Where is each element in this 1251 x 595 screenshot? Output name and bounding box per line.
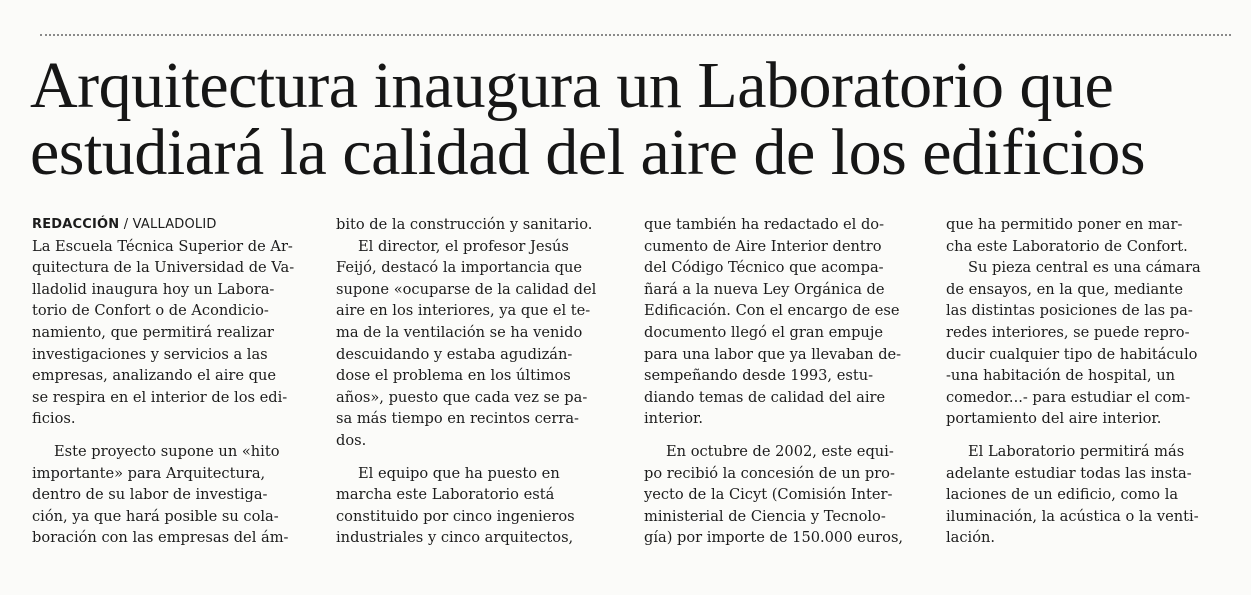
paragraph-col1-1: La Escuela Técnica Superior de Ar- quitectura de la Universidad de Va- lladolid inaugura hoy un Labora- torio de Confort o de Acondicio- namiento, que permitirá realizar investigaciones y servicios a las empresas, analizando el aire que se respira en el interior de los edi- ficios. <box>32 237 295 428</box>
column-1 <box>32 214 308 549</box>
headline <box>30 49 1245 189</box>
paragraph-col2-2: El director, el profesor Jesús Feijó, destacó la importancia que supone «ocuparse de la calidad del aire en los interiores, ya que el te- ma de la ventilación se ha venido descuidando y estaba agudizán- dose el problema en los últimos años», puesto que cada vez se pa- sa más tiempo en recintos cerra- dos. <box>336 237 597 449</box>
byline <box>32 214 308 236</box>
paragraph-col4-3: El Laboratorio permitirá más adelante estudiar todas las insta- laciones de un edificio, como la iluminación, la acústica o la venti- lación. <box>946 442 1199 547</box>
paragraph-col1-2: Este proyecto supone un «hito importante» para Arquitectura, dentro de su labor de investiga- ción, ya que hará posible su cola- boración con las empresas del ám- <box>32 442 289 547</box>
headline-line-2: estudiará la calidad del aire de los edificios <box>30 116 1146 189</box>
byline-separator: / <box>119 217 133 232</box>
paragraph-col3-1: que también ha redactado el do- cumento de Aire Interior dentro del Código Técnico que acompa- ñará a la nueva Ley Orgánica de Edificación. Con el encargo de ese documento llegó el gran empuje para una labor que ya llevaban de- sempeñando desde 1993, estu- diando temas de calidad del aire interior. <box>644 216 902 428</box>
column-3 <box>644 214 922 549</box>
byline-city: VALLADOLID <box>132 217 217 232</box>
top-rule <box>40 34 1231 36</box>
column-4 <box>946 214 1228 549</box>
paragraph-col2-3: El equipo que ha puesto en marcha este Laboratorio está constituido por cinco ingenieros industriales y cinco arquitectos, <box>336 464 575 547</box>
headline-line-1: Arquitectura inaugura un Laboratorio que <box>30 49 1114 122</box>
column-2 <box>336 214 616 549</box>
paragraph-col4-2: Su pieza central es una cámara de ensayos, en la que, mediante las distintas posiciones de las pa- redes interiores, se puede repro- ducir cualquier tipo de habitáculo -una habitación de hospital, un comedor...- para estudiar el com- portamiento del aire interior. <box>946 259 1201 428</box>
paragraph-col3-2: En octubre de 2002, este equi- po recibió la concesión de un pro- yecto de la Cicyt (Comisión Inter- ministerial de Ciencia y Tecnolo- gía) por importe de 150.000 euros, <box>644 442 904 547</box>
byline-org: REDACCIÓN <box>32 217 120 232</box>
paragraph-col4-1: que ha permitido poner en mar- cha este Laboratorio de Confort. <box>946 216 1188 255</box>
paragraph-col2-1: bito de la construcción y sanitario. <box>336 216 593 233</box>
